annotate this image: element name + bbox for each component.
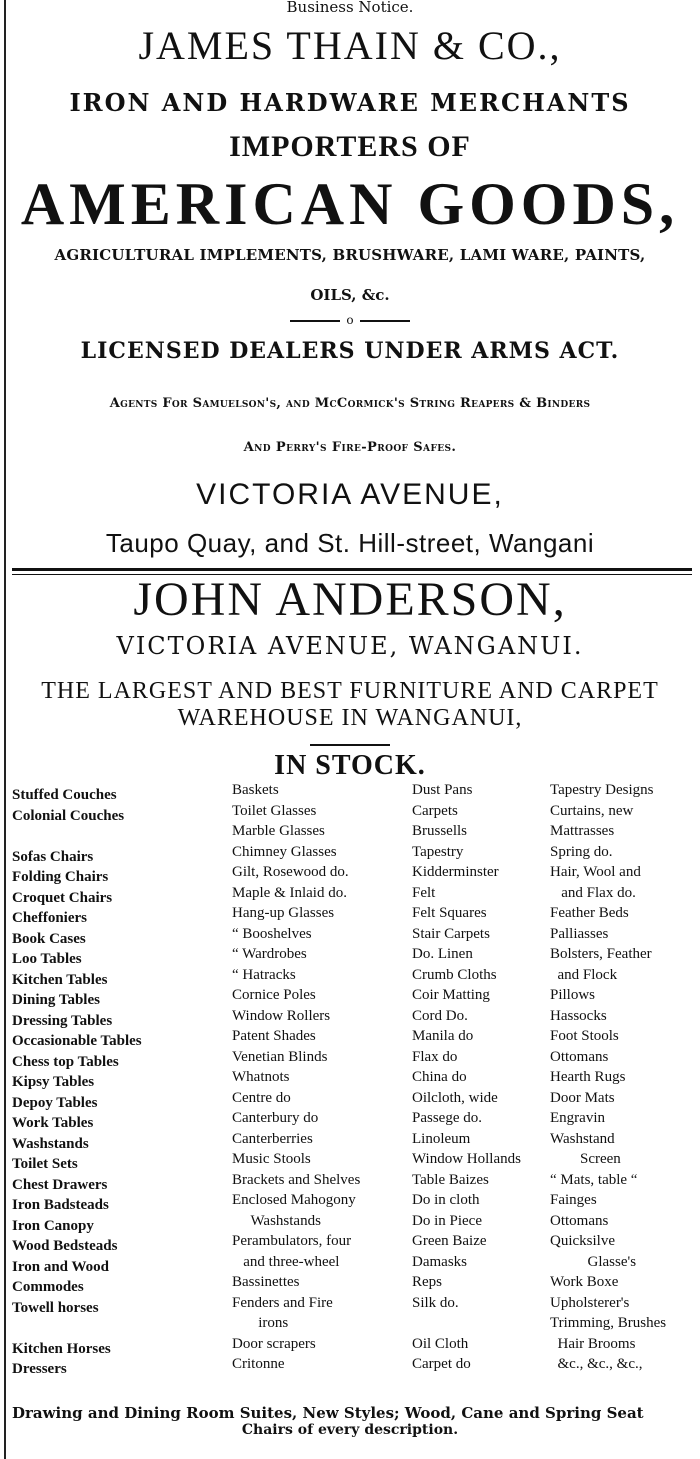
footer-chairs-line: Chairs of every description. xyxy=(241,1422,459,1438)
stock-item: Washstands xyxy=(232,1212,321,1229)
stock-item: Work Tables xyxy=(12,1115,94,1131)
stock-item: Upholsterer's xyxy=(550,1294,630,1311)
stock-item: Music Stools xyxy=(232,1151,311,1167)
stock-item: Perambulators, four xyxy=(232,1233,352,1249)
stock-item: Chimney Glasses xyxy=(232,843,337,860)
ornament-glyph: o xyxy=(346,313,354,327)
stock-column-1 xyxy=(12,785,142,1380)
stock-item: Door scrapers xyxy=(232,1335,316,1352)
stock-item: Quicksilve xyxy=(550,1233,615,1249)
stock-item: Screen xyxy=(550,1151,621,1167)
stock-item: Bolsters, Feather xyxy=(550,946,652,962)
stock-item: Chest Drawers xyxy=(12,1176,108,1193)
stock-item: Gilt, Rosewood do. xyxy=(232,864,349,880)
stock-item: Dressing Tables xyxy=(12,1012,113,1029)
stock-item: Felt Squares xyxy=(412,905,487,921)
anderson-name: JOHN ANDERSON, xyxy=(133,573,567,626)
stock-item: Sofas Chairs xyxy=(12,848,94,865)
stock-item: Linoleum xyxy=(412,1130,471,1147)
stock-item: Depoy Tables xyxy=(12,1094,98,1111)
stock-item: &c., &c., &c., xyxy=(550,1356,643,1372)
stock-item: irons xyxy=(232,1315,289,1331)
stock-item: Reps xyxy=(412,1274,442,1290)
footer-suites-line: Drawing and Dining Room Suites, New Styles; Wood, Cane and Spring Seat xyxy=(12,1404,644,1422)
stock-item: Kitchen Horses xyxy=(12,1340,111,1357)
stock-item: Washstands xyxy=(12,1135,89,1152)
stock-item: Washstand xyxy=(550,1130,615,1147)
stock-item: Toilet Glasses xyxy=(232,802,317,819)
stock-item: Cornice Poles xyxy=(232,987,316,1003)
stock-item: Kipsy Tables xyxy=(12,1074,95,1090)
stock-item: Do in Piece xyxy=(412,1212,482,1229)
stock-item: Stuffed Couches xyxy=(12,787,117,803)
ornament-divider xyxy=(0,313,700,327)
stock-item: Flax do xyxy=(412,1048,458,1065)
stock-item: Dressers xyxy=(12,1361,67,1377)
stock-item: Kitchen Tables xyxy=(12,971,108,988)
stock-item: Spring do. xyxy=(550,843,613,860)
stock-item: China do xyxy=(412,1069,467,1085)
licensed-dealers-line: LICENSED DEALERS UNDER ARMS ACT. xyxy=(80,338,620,364)
stock-item: Iron and Wood xyxy=(12,1258,109,1275)
address-quay: Taupo Quay, and St. Hill-street, Wangani xyxy=(105,528,595,558)
stock-item: Whatnots xyxy=(232,1069,290,1085)
stock-item: Window Hollands xyxy=(412,1151,521,1167)
stock-item: Oilcloth, wide xyxy=(412,1089,498,1106)
stock-column-4 xyxy=(550,780,666,1375)
stock-item: and Flock xyxy=(550,966,618,983)
stock-item: “ Wardrobes xyxy=(232,946,307,962)
stock-item: Wood Bedsteads xyxy=(12,1238,118,1254)
agents-line: Agents For Samuelson's, and McCormick's String Reapers & Binders xyxy=(109,396,591,411)
stock-item: Passege do. xyxy=(412,1110,482,1126)
company-name: JAMES THAIN & CO., xyxy=(138,23,562,68)
stock-item: Cheffoniers xyxy=(12,910,87,926)
stock-item: Door Mats xyxy=(550,1089,615,1106)
stock-item: Hair, Wool and xyxy=(550,864,641,880)
address-avenue: VICTORIA AVENUE, xyxy=(196,478,504,511)
stock-item: “ Hatracks xyxy=(232,966,296,983)
stock-item: Dining Tables xyxy=(12,992,100,1008)
stock-item: Toilet Sets xyxy=(12,1156,78,1172)
stock-item: Work Boxe xyxy=(550,1274,619,1290)
stock-item: Venetian Blinds xyxy=(232,1048,328,1065)
stock-item: Carpet do xyxy=(412,1356,471,1372)
stock-item: “ Booshelves xyxy=(232,925,312,942)
stock-item: Fenders and Fire xyxy=(232,1294,333,1311)
stock-item: Ottomans xyxy=(550,1212,609,1229)
company-trade: IRON AND HARDWARE MERCHANTS xyxy=(69,88,631,117)
stock-item: Iron Badsteads xyxy=(12,1197,109,1213)
stock-item: Canterbury do xyxy=(232,1110,319,1126)
stock-item: Hearth Rugs xyxy=(550,1069,626,1085)
stock-item: Do. Linen xyxy=(412,946,473,962)
stock-item: Damasks xyxy=(412,1253,467,1270)
stock-item xyxy=(412,1313,521,1334)
stock-item: Maple & Inlaid do. xyxy=(232,884,347,901)
stock-item: Hassocks xyxy=(550,1007,607,1024)
stock-item: Green Baize xyxy=(412,1233,487,1249)
stock-item: Ottomans xyxy=(550,1048,609,1065)
stock-item: Do in cloth xyxy=(412,1192,480,1208)
stock-item: Occasionable Tables xyxy=(12,1033,142,1049)
stock-item: Iron Canopy xyxy=(12,1217,94,1234)
stock-item: Hang-up Glasses xyxy=(232,905,335,921)
stock-item: Table Baizes xyxy=(412,1171,489,1188)
stock-item: Feather Beds xyxy=(550,905,629,921)
stock-item: Coir Matting xyxy=(412,987,490,1003)
oils-line: OILS, &c. xyxy=(310,286,390,304)
stock-item: Critonne xyxy=(232,1356,285,1372)
stock-item: Commodes xyxy=(12,1279,84,1295)
stock-item: Croquet Chairs xyxy=(12,889,113,906)
stock-item: Canterberries xyxy=(232,1130,313,1147)
stock-item: Bassinettes xyxy=(232,1274,300,1290)
goods-headline: AMERICAN GOODS, xyxy=(20,171,680,237)
importers-line: IMPORTERS OF xyxy=(229,130,471,163)
stock-column-2 xyxy=(232,780,360,1375)
anderson-address: VICTORIA AVENUE, WANGANUI. xyxy=(116,632,584,660)
stock-item: Loo Tables xyxy=(12,951,82,967)
stock-item: Tapestry Designs xyxy=(550,782,654,798)
stock-item: Colonial Couches xyxy=(12,807,125,824)
stock-item: Tapestry xyxy=(412,843,464,860)
anderson-tagline-1: THE LARGEST AND BEST FURNITURE AND CARPET xyxy=(41,678,659,704)
stock-item: Chess top Tables xyxy=(12,1053,119,1070)
stock-item: Pillows xyxy=(550,987,596,1003)
in-stock-heading: IN STOCK. xyxy=(274,750,426,781)
stock-item xyxy=(12,826,142,847)
stock-item: Carpets xyxy=(412,802,458,819)
stock-item: Brussells xyxy=(412,823,468,839)
business-notice-heading: Business Notice. xyxy=(286,0,414,16)
stock-item: Baskets xyxy=(232,782,279,798)
stock-item: Mattrasses xyxy=(550,823,615,839)
stock-item: Window Rollers xyxy=(232,1007,331,1024)
stock-item: Book Cases xyxy=(12,930,86,947)
stock-item: and three-wheel xyxy=(232,1253,340,1270)
stock-item: Patent Shades xyxy=(232,1028,316,1044)
ad-separator-thick xyxy=(12,568,692,571)
stock-item: Engravin xyxy=(550,1110,605,1126)
ornament-divider-2 xyxy=(0,741,700,749)
stock-column-3 xyxy=(412,780,521,1375)
stock-item: Fainges xyxy=(550,1192,597,1208)
stock-item: Centre do xyxy=(232,1089,291,1106)
stock-item: Curtains, new xyxy=(550,802,634,819)
stock-item xyxy=(12,1318,142,1339)
product-lines: AGRICULTURAL IMPLEMENTS, BRUSHWARE, LAMI WARE, PAINTS, xyxy=(54,246,646,264)
stock-item: Dust Pans xyxy=(412,782,473,798)
stock-item: Silk do. xyxy=(412,1294,459,1311)
stock-item: Brackets and Shelves xyxy=(232,1171,361,1188)
stock-item: Hair Brooms xyxy=(550,1335,636,1352)
stock-item: Kidderminster xyxy=(412,864,499,880)
stock-item: “ Mats, table “ xyxy=(550,1171,638,1188)
stock-item: Crumb Cloths xyxy=(412,966,497,983)
stock-item: Towell horses xyxy=(12,1299,99,1316)
stock-item: Glasse's xyxy=(550,1253,637,1270)
stock-item: Felt xyxy=(412,884,436,901)
stock-item: and Flax do. xyxy=(550,884,636,901)
stock-item: Trimming, Brushes xyxy=(550,1315,667,1331)
anderson-tagline-2: WAREHOUSE IN WANGANUI, xyxy=(177,705,523,731)
stock-item: Marble Glasses xyxy=(232,823,325,839)
stock-item: Manila do xyxy=(412,1028,474,1044)
stock-item: Palliasses xyxy=(550,925,609,942)
stock-item: Folding Chairs xyxy=(12,869,109,885)
stock-item: Cord Do. xyxy=(412,1007,468,1024)
stock-item: Stair Carpets xyxy=(412,925,490,942)
stock-item: Enclosed Mahogony xyxy=(232,1192,356,1208)
safes-line: And Perry's Fire-Proof Safes. xyxy=(243,440,457,455)
stock-item: Oil Cloth xyxy=(412,1335,469,1352)
stock-item: Foot Stools xyxy=(550,1028,619,1044)
